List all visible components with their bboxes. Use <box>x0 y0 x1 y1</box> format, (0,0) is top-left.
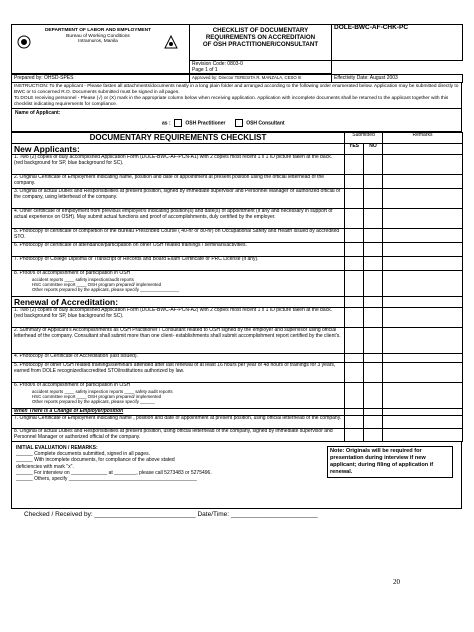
no-cell[interactable] <box>364 383 383 409</box>
no-cell[interactable] <box>364 155 383 175</box>
yes-cell[interactable] <box>345 155 364 175</box>
requirement-item: 3. Original of actual Duties and Responsibilities at present position, signed by immediate supervisor and Personnel Manager or authorized official of the company, using letterhead of the company. <box>12 189 345 209</box>
instruction-applicant: INSTRUCTION: To the applicant - Please fasten all attachments/documents neatly in a long plain folder and arranged according to the following order enumerated below. Application may be submitted directly to BWC or to concerned R.O. Documents submitted must be signed in all pages. <box>14 84 459 95</box>
remarks-cell[interactable] <box>383 189 463 209</box>
remarks-cell[interactable] <box>383 383 463 409</box>
applicant-name-label: Name of Applicant: <box>15 110 61 116</box>
remarks-cell[interactable] <box>383 416 463 429</box>
sub-option: accident reports ____ safety inspection/audit reports <box>32 276 134 282</box>
requirement-item: 6. Photocopy of certificate of attendance/participation on other OSH related trainings / seminars/activities. <box>12 243 345 257</box>
yes-cell[interactable] <box>345 383 364 409</box>
no-cell[interactable] <box>364 308 383 328</box>
remarks-cell[interactable] <box>383 209 463 229</box>
remarks-cell[interactable] <box>383 328 463 354</box>
instructions <box>11 83 462 109</box>
no-cell[interactable] <box>364 257 383 271</box>
yes-cell[interactable] <box>345 328 364 354</box>
sub-option: Other reports prepared by the applicant, please specify ______ <box>32 398 155 404</box>
yes-cell[interactable] <box>345 363 364 383</box>
no-cell[interactable] <box>364 209 383 229</box>
eval-option-others[interactable]: ______ Others, specify ______________________________________________ <box>16 476 197 483</box>
prepared-by: Prepared by: OHSD-SPES <box>12 75 190 83</box>
remarks-cell[interactable] <box>383 308 463 328</box>
new-applicants-heading: New Applicants: <box>12 144 345 155</box>
no-cell[interactable] <box>364 328 383 354</box>
no-cell[interactable] <box>364 363 383 383</box>
requirement-item: 7. Original Certificate of Employment indicating name , position and date of appointment at present position, using official letterhead of the company. <box>12 416 345 429</box>
dole-seal-icon <box>17 35 29 47</box>
no-cell[interactable] <box>364 189 383 209</box>
applicant-section <box>11 109 462 132</box>
renewal-heading: Renewal of Accreditation: <box>12 297 345 308</box>
yes-cell[interactable] <box>345 257 364 271</box>
requirement-item: 2. Summary of Applicant's Accomplishments as OSH Practitioner / Consultant related to OSH signed by the employer and supervisor using official letterhead of the company. Consultant shall submit more than one client- establishments shall submit accomplishment report certified by the client's. <box>12 328 345 354</box>
form-header-approval <box>11 74 463 83</box>
remarks-cell[interactable] <box>383 257 463 271</box>
form-title: CHECKLIST OF DOCUMENTARY REQUIREMENTS ON ACCREDITAION OF OSH PRACTITIONER/CONSULTANT <box>190 25 332 61</box>
sub-option: accident reports ____ safety inspection reports ____ safety audit reports <box>32 388 173 394</box>
yes-cell[interactable] <box>345 209 364 229</box>
requirements-table <box>11 132 463 442</box>
remarks-cell[interactable] <box>383 354 463 363</box>
evaluation-section <box>11 442 462 518</box>
no-cell[interactable] <box>364 175 383 189</box>
osh-consultant-checkbox[interactable] <box>235 119 243 127</box>
yes-cell[interactable] <box>345 189 364 209</box>
eval-option-deficiencies: deficiencies with mark "x". <box>16 463 74 470</box>
no-cell[interactable] <box>364 354 383 363</box>
as-label: as : <box>162 120 171 127</box>
remarks-cell[interactable] <box>383 271 463 297</box>
no-cell[interactable] <box>364 229 383 243</box>
yes-cell[interactable] <box>345 354 364 363</box>
osh-practitioner-checkbox[interactable] <box>174 119 182 127</box>
requirement-item: 2. Original Certificate of Employment indicating name, position and date of appointment at present position using the official letterhead of the company. <box>12 175 345 189</box>
doc-code: DOLE-BWC-AF-CHK-PC <box>332 25 463 61</box>
instruction-personnel: To DOLE receiving personnel - Please (√) or (X) mark in the appropriate column below when receiving application. Application with incomplete documents shall be returned to the applicant together with this checklist indicating requirements for compliance. <box>14 96 449 107</box>
requirement-item: 8. Proof/s of accomplishment or participation in OSH accident reports ____ safety inspection/audit reports HSC committee report ____ OSH program prepared/ implemented Other reports prepared by the applicant, please specify ________________ <box>12 271 345 297</box>
requirement-item: 1. Two (2) copies of duly accomplished Application Form (DOLE-BWC-AF-PCN-A2) with 2 copies most recent 1 x 1 ID picture taken at the back. (red background for SP, blue background for SC). <box>12 308 345 328</box>
remarks-cell[interactable] <box>383 229 463 243</box>
eval-option-incomplete[interactable]: ______ With incomplete documents, for compliance of the above stated <box>16 457 175 464</box>
no-cell[interactable] <box>364 271 383 297</box>
page-number: 20 <box>393 578 400 586</box>
yes-header: YES <box>345 144 364 155</box>
yes-cell[interactable] <box>345 271 364 297</box>
requirement-item: 4. Other certificate of employment from previous employer/s indicating position(s) and date(s) of appointment (if any and necessary in support of actual experience on OSH). May submit actual functions and proof of accomplishments, duly certified by the employer. <box>12 209 345 229</box>
eval-option-complete[interactable]: ______ Complete documents submitted, signed in all pages. <box>16 451 150 458</box>
no-cell[interactable] <box>364 243 383 257</box>
sub-option: Other reports prepared by the applicant, please specify ________________ <box>32 286 180 292</box>
evaluation-title: INITIAL EVALUATION / REMARKS: <box>16 445 98 451</box>
yes-cell[interactable] <box>345 229 364 243</box>
revision-info: Revision Code: 0803-0 Page 1 of 1 <box>190 61 332 74</box>
yes-cell[interactable] <box>345 416 364 429</box>
yes-cell[interactable] <box>345 429 364 442</box>
yes-cell[interactable] <box>345 308 364 328</box>
requirement-item: 4. Photocopy of Certificate of Accreditation (last issued). <box>12 354 345 363</box>
yes-cell[interactable] <box>345 243 364 257</box>
city-name: Intramuros, Manila <box>78 39 118 44</box>
checklist-title: DOCUMENTARY REQUIREMENTS CHECKLIST <box>12 133 345 144</box>
yes-cell[interactable] <box>345 175 364 189</box>
remarks-cell[interactable] <box>383 429 463 442</box>
submitted-header: Submitted <box>345 133 383 144</box>
requirement-item: 1. Two (2) copies of duly accomplished Application Form (DOLE-BWC-AF-PCN-A1) with 2 copies most recent 1 x 1 ID picture taken at the back. (red background for SP, blue background for SC). <box>12 155 345 175</box>
remarks-cell[interactable] <box>383 175 463 189</box>
form-header <box>11 24 463 74</box>
remarks-cell[interactable] <box>383 363 463 383</box>
dept-name: DEPARTMENT OF LABOR AND EMPLOYMENT <box>44 28 152 33</box>
eval-option-interview[interactable]: ______ For interview on _____________ at ________, please call 5273483 or 5275496. <box>16 469 212 476</box>
remarks-header: Remarks <box>383 133 463 144</box>
remarks-cell[interactable] <box>383 155 463 175</box>
requirement-item: 7. Photocopy of College Diploma or Transcript of Records and Board Exam Certificate or PRC License (if any). <box>12 257 345 271</box>
change-employer-heading: When There is a Change of Employer/position <box>12 409 345 416</box>
originals-note: Note: Originals will be required for presentation during interview if new applicant; during filing of application if renewal. <box>327 446 453 478</box>
no-header: NO <box>364 144 383 155</box>
requirement-item: 5. Photocopy of other OSH related trainings/seminars attended after last renewal of at least 16 hours per year or 48 hours of trainings for 3 years, earned from DOLE recognized/accredited STO/institutions authorized by law. <box>12 363 345 383</box>
effectivity-date: Effectivity Date: August 2003 <box>332 75 463 83</box>
approved-by: Approved by: Director TERESITA R. MANZALA, CESO III <box>190 75 332 83</box>
requirement-item: 5. Photocopy of certificate of completion of the Bureau Prescribed Course ( 40-hr or 80-hr) on Occupational Safety and Health issued by accredited STO. <box>12 229 345 243</box>
checked-received-line[interactable]: Checked / Received by: ____________________________ Date/Time: ________________________ <box>24 511 318 518</box>
osh-practitioner-label: OSH Practitioner <box>185 120 226 127</box>
requirement-item: 6. Proof/s of accomplishment or participation in OSH accident reports ____ safety inspection reports ____ safety audit reports HSC committee report ____ OSH program prepared/ implemented Other reports prepared by the applicant, please specify ______ <box>12 383 345 409</box>
bureau-name: Bureau of Working Conditions <box>66 33 130 39</box>
sub-option: HSC committee report ____ OSH program prepared/ implemented <box>32 393 162 399</box>
no-cell[interactable] <box>364 416 383 429</box>
bwc-logo-icon <box>164 35 176 47</box>
no-cell[interactable] <box>364 429 383 442</box>
osh-consultant-label: OSH Consultant <box>246 120 285 127</box>
remarks-cell[interactable] <box>383 243 463 257</box>
requirement-item: 8. Original of actual Duties and Responsibilities at present position, using official letterhead of the company, signed by immediate supervisor and Personnel Manager or authorized official of the company. <box>12 429 345 442</box>
sub-option: HSC committee report ____ OSH program prepared/ implemented <box>32 281 162 287</box>
checklist-form <box>11 24 462 518</box>
